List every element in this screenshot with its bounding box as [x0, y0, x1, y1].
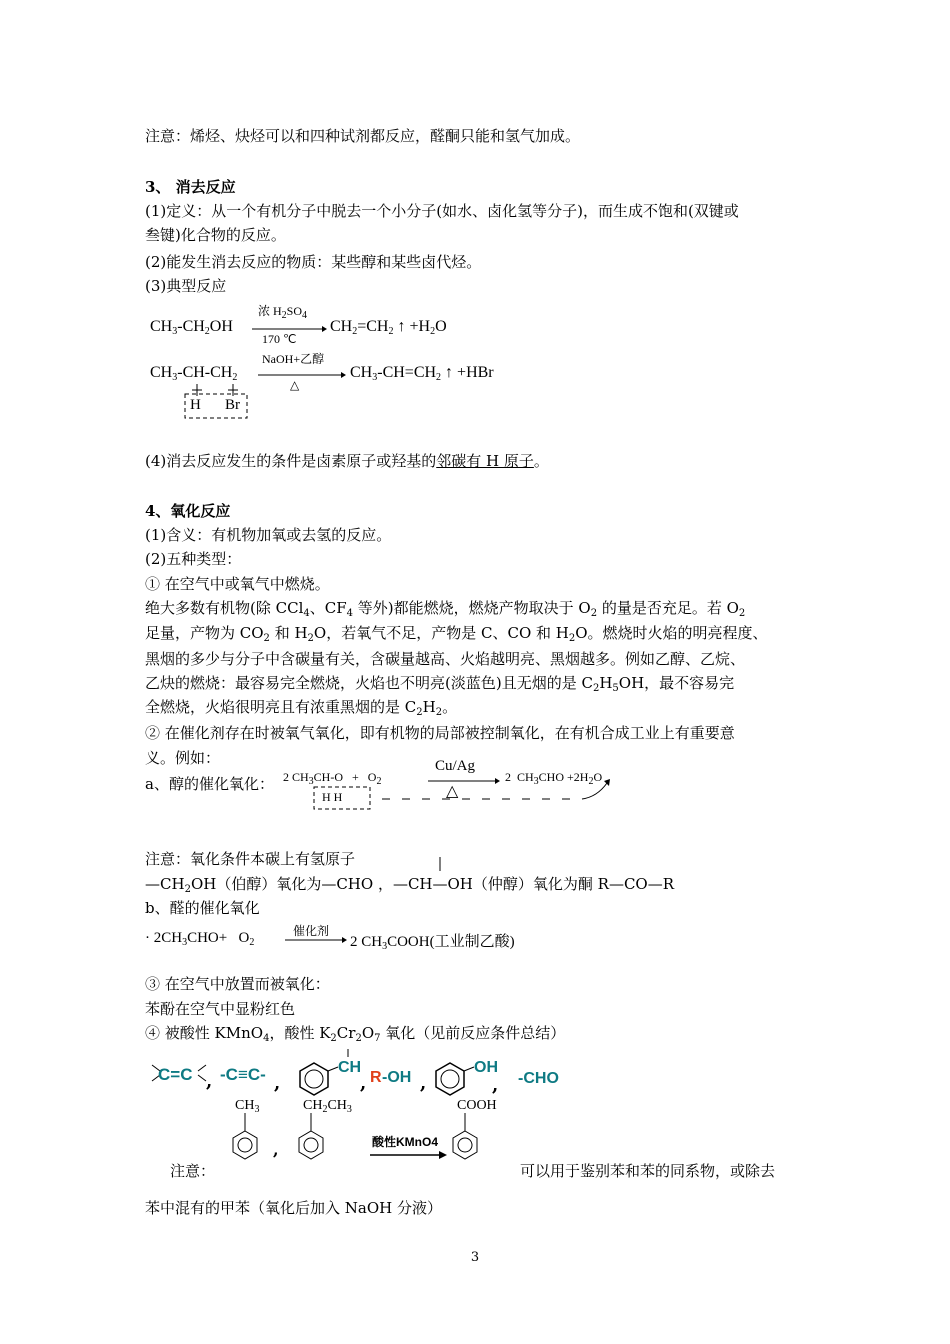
combustion-line-4: 乙炔的燃烧：最容易完全燃烧，火焰也不明亮(淡蓝色)且无烟的是 $C_2H_5OH$，最不容易完	[145, 674, 735, 694]
alkyne-group	[220, 1065, 280, 1094]
elim-definition: (1)定义：从一个有机分子中脱去一个小分子(如水、卤化氢等分子)，而生成不饱和(双键或	[145, 202, 739, 220]
elim-definition-cont: 叁键)化合物的反应。	[145, 226, 286, 244]
eq2-h: H	[190, 397, 201, 413]
combustion-line-3: 黑烟的多少与分子中含碳量有关，含碳量越高、火焰越明亮、黑烟越多。例如乙醇、乙烷、	[145, 650, 746, 668]
eq2-br: Br	[225, 397, 240, 413]
page-number: 3	[470, 1250, 480, 1265]
svg-text:,: ,	[273, 1140, 279, 1159]
alcohol-rule: $—CH_2OH$（伯醇）氧化为—CHO ，—CH—OH（仲醇）氧化为酮 R—CO—R	[145, 875, 675, 895]
elim-typical: (3)典型反应	[145, 277, 227, 295]
alcohol-eq-cond: Cu/Ag	[435, 758, 476, 774]
svg-text:,: ,	[206, 1071, 213, 1092]
eq1-cond-top: 浓 $H_2SO_4$	[258, 304, 308, 321]
svg-text:CH: CH	[338, 1059, 362, 1076]
ox-type-3: ③ 在空气中放置而被氧化：	[145, 975, 330, 993]
eq2-right: $CH_3-CH=CH_2$ ↑ +HBr	[350, 364, 494, 383]
alcohol-eq-h: H H	[322, 790, 343, 804]
section-4-heading: 4、氧化反应	[145, 502, 231, 520]
secondary-bond-mark	[438, 857, 442, 873]
ox-five-types: (2)五种类型：	[145, 550, 242, 568]
kmno4-cond: 酸性KMnO4	[372, 1135, 439, 1149]
alcohol-group	[370, 1069, 426, 1094]
svg-text:OH: OH	[474, 1059, 498, 1076]
aldehyde-eq-cond: 催化剂	[293, 924, 330, 938]
note-alkene: 注意：烯烃、炔烃可以和四种试剂都反应，醛酮只能和氢气加成。	[145, 127, 581, 145]
ox-type-1: ① 在空气中或氧气中燃烧。	[145, 575, 330, 593]
eq2-left: $CH_3-CH-CH_2$	[150, 364, 238, 383]
svg-text:CH2CH3: $CH_2CH_3$	[303, 1098, 352, 1115]
alkene-group	[152, 1065, 212, 1092]
svg-text:R: R	[370, 1069, 382, 1086]
note-kmno4-cont: 苯中混有的甲苯（氧化后加入 NaOH 分液）	[145, 1199, 442, 1217]
alcohol-eq-left: 2 $CH_3CH-O + O_2$	[283, 770, 382, 787]
ox-meaning: (1)含义：有机物加氧或去氢的反应。	[145, 526, 392, 544]
eq2-arrow	[258, 371, 346, 379]
svg-text:,: ,	[274, 1073, 281, 1094]
svg-text:,: ,	[420, 1073, 427, 1094]
ox-type-4: ④ 被酸性 KMnO$_4$，酸性 $K_2Cr_2O_7$ 氧化（见前反应条件总结）	[145, 1024, 566, 1044]
aldehyde-eq-right: 2 $CH_3COOH$(工业制乙酸)	[350, 934, 515, 952]
alcohol-oxidation-label: a、醇的催化氧化：	[145, 775, 274, 793]
ox-type-2: ② 在催化剂存在时被氧气氧化，即有机物的局部被控制氧化，在有机合成工业上有重要意	[145, 724, 735, 742]
eq2-cond-top: NaOH+乙醇	[262, 352, 325, 366]
svg-text:,: ,	[492, 1075, 499, 1096]
eq1-left: $CH_3-CH_2OH$	[150, 318, 233, 337]
benzyl-ch-group	[300, 1049, 366, 1095]
toluene	[233, 1098, 259, 1159]
aldehyde-group	[518, 1070, 559, 1087]
eq1-cond-bottom: 170 ℃	[262, 332, 297, 346]
svg-text:CH3: $CH_3$	[235, 1098, 260, 1115]
phenol-group	[436, 1059, 498, 1096]
alcohol-eq-right: 2 $CH_3CHO +2H_2O$	[505, 770, 603, 787]
elim-condition-key: 邻碳有 H 原子	[436, 452, 534, 470]
section-3-heading: 3、 消去反应	[145, 178, 236, 196]
svg-text:-OH: -OH	[382, 1069, 412, 1086]
eq1-right: $CH_2=CH_2$ ↑ $+H_2O$	[330, 318, 447, 337]
alcohol-eq-box	[312, 785, 622, 815]
alcohol-eq-arrow	[428, 777, 500, 785]
elim-condition: (4)消去反应发生的条件是卤素原子或羟基的邻碳有 H 原子。	[145, 452, 549, 470]
svg-text:COOH: COOH	[457, 1098, 497, 1113]
aldehyde-eq-arrow	[285, 936, 347, 944]
note-alcohol: 注意：氧化条件本碳上有氢原子	[145, 850, 356, 868]
kmno4-arrow	[370, 1151, 447, 1159]
svg-text:-CHO: -CHO	[518, 1070, 559, 1087]
note-kmno4-label: 注意：	[170, 1162, 216, 1180]
alcohol-eq-delta: △	[446, 783, 459, 800]
aldehyde-oxidation-label: b、醛的催化氧化	[145, 899, 260, 917]
benzoic-acid	[453, 1098, 497, 1159]
svg-text:,: ,	[360, 1073, 367, 1094]
elim-substances: (2)能发生消去反应的物质：某些醇和某些卤代烃。	[145, 253, 482, 271]
aldehyde-eq-left: · $2CH_3CHO+ O_2$	[145, 930, 255, 948]
note-kmno4-text: 可以用于鉴别苯和苯的同系物，或除去	[520, 1162, 776, 1180]
ethylbenzene	[299, 1098, 352, 1159]
svg-text:C=C: C=C	[158, 1065, 193, 1084]
combustion-line-2: 足量，产物为 $CO_2$ 和 $H_2O$，若氧气不足，产物是 C、CO 和 $H_2O$。燃烧时火焰的明亮程度、	[145, 624, 768, 644]
phenol-note: 苯酚在空气中显粉红色	[145, 1000, 296, 1018]
ox-type-2-cont: 义。例如：	[145, 749, 221, 767]
combustion-line-5: 全燃烧，火焰很明亮且有浓重黑烟的是 $C_2H_2$。	[145, 698, 458, 718]
svg-text:-C≡C-: -C≡C-	[220, 1065, 266, 1084]
eq2-cond-bottom: △	[290, 378, 300, 392]
combustion-line-1: 绝大多数有机物(除 CCl$_4$、$CF_4$ 等外)都能燃烧，燃烧产物取决于 $O_2$ 的量是否充足。若 $O_2$	[145, 599, 746, 619]
